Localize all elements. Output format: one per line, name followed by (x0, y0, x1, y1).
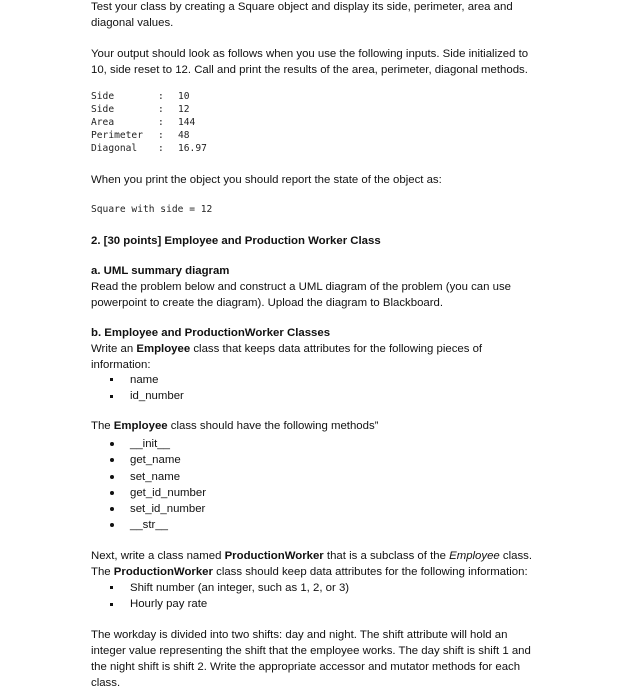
workday-line-2: integer value representing the shift that the employee works. The day shift is shift 1 and (91, 645, 531, 657)
list-item-text: set_name (130, 470, 181, 483)
list-item (110, 485, 206, 501)
output-intro-paragraph (91, 46, 611, 78)
text-run: class should have the following methods” (167, 420, 379, 432)
intro-line-1: Test your class by creating a Square object and display its side, perimeter, area and (91, 1, 513, 13)
employee-attribute-list (110, 372, 184, 405)
part-b (91, 325, 591, 373)
list-item (110, 517, 206, 533)
square-bullet-icon (110, 388, 113, 404)
list-item (110, 388, 184, 404)
text-run: The (91, 420, 114, 432)
square-output: Square with side = 12 (91, 204, 213, 215)
text-run: The (91, 566, 114, 578)
code-row (91, 103, 291, 116)
part-a-line-2: powerpoint to create the diagram). Upload the diagram to Blackboard. (91, 297, 444, 309)
text-run: that is a subclass of the (323, 550, 450, 562)
code-key: Side (91, 104, 115, 115)
code-colon: : (158, 143, 164, 154)
code-value: 16.97 (178, 143, 207, 154)
text-run: class should keep data attributes for the following information: (212, 566, 528, 578)
subclass-line-2 (91, 564, 611, 580)
workday-line-1: The workday is divided into two shifts: day and night. The shift attribute will hold an (91, 629, 508, 641)
code-row (91, 142, 291, 155)
code-colon: : (158, 104, 164, 115)
code-row (91, 129, 291, 142)
code-value: 144 (178, 117, 196, 128)
code-value: 48 (178, 130, 190, 141)
list-item-text: Hourly pay rate (130, 598, 208, 611)
square-bullet-icon (110, 372, 113, 388)
subclass-paragraph (91, 548, 611, 580)
part-a-line-1: Read the problem below and construct a UML diagram of the problem (you can use (91, 281, 511, 293)
employee-term: Employee (449, 550, 500, 562)
code-key: Side (91, 91, 115, 102)
production-worker-attribute-list (110, 580, 349, 613)
code-row (91, 90, 291, 103)
code-colon: : (158, 117, 164, 128)
section-2-title: 2. [30 points] Employee and Production Worker Class (91, 235, 381, 247)
list-item-text: get_name (130, 454, 181, 467)
text-run: class. (499, 550, 533, 562)
workday-paragraph (91, 627, 611, 691)
square-bullet-icon (110, 580, 113, 596)
intro-paragraph (91, 0, 591, 31)
part-b-line-1 (91, 341, 591, 357)
employee-term: Employee (136, 343, 191, 355)
code-key: Area (91, 117, 115, 128)
print-intro: When you print the object you should report the state of the object as: (91, 174, 442, 186)
code-colon: : (158, 91, 164, 102)
production-worker-term: ProductionWorker (113, 566, 213, 578)
list-item (110, 596, 349, 612)
list-item (110, 452, 206, 468)
dot-bullet-icon (110, 436, 114, 452)
code-colon: : (158, 130, 164, 141)
list-item (110, 436, 206, 452)
list-item-text: name (130, 374, 159, 386)
intro-line-2: diagonal values. (91, 17, 174, 29)
list-item-text: Shift number (an integer, such as 1, 2, or 3) (130, 582, 350, 594)
part-b-title: b. Employee and ProductionWorker Classes (91, 327, 331, 339)
list-item (110, 372, 184, 388)
list-item (110, 580, 349, 596)
text-run: Next, write a class named (91, 550, 225, 562)
list-item-text: id_number (130, 390, 184, 403)
methods-intro (91, 418, 591, 434)
dot-bullet-icon (110, 501, 114, 517)
list-item-text: set_id_number (130, 503, 206, 516)
code-key: Diagonal (91, 143, 138, 154)
code-value: 10 (178, 91, 190, 102)
code-value: 12 (178, 104, 190, 115)
text-run: class that keeps data attributes for the following pieces of (190, 343, 483, 355)
dot-bullet-icon (110, 469, 114, 485)
part-a-title: a. UML summary diagram (91, 265, 230, 277)
list-item (110, 469, 206, 485)
part-a (91, 263, 591, 311)
dot-bullet-icon (110, 452, 114, 468)
output-intro-line-2: 10, side reset to 12. Call and print the results of the area, perimeter, diagonal methods. (91, 64, 528, 76)
code-output-block (91, 90, 291, 155)
list-item-text: __str__ (130, 519, 168, 532)
employee-term: Employee (113, 420, 168, 432)
list-item-text: __init__ (130, 438, 170, 450)
text-run: Write an (91, 343, 137, 355)
dot-bullet-icon (110, 485, 114, 501)
list-item (110, 501, 206, 517)
dot-bullet-icon (110, 517, 114, 533)
square-bullet-icon (110, 596, 113, 612)
employee-method-list (110, 436, 206, 534)
output-intro-line-1: Your output should look as follows when you use the following inputs. Side initialized to (91, 48, 529, 60)
production-worker-term: ProductionWorker (224, 550, 324, 562)
code-row (91, 116, 291, 129)
subclass-line-1 (91, 548, 611, 564)
code-key: Perimeter (91, 130, 143, 141)
workday-line-4: class. (91, 677, 121, 689)
workday-line-3: the night shift is shift 2. Write the appropriate accessor and mutator methods for each (91, 661, 521, 673)
part-b-line-2: information: (91, 359, 151, 371)
list-item-text: get_id_number (130, 486, 206, 499)
